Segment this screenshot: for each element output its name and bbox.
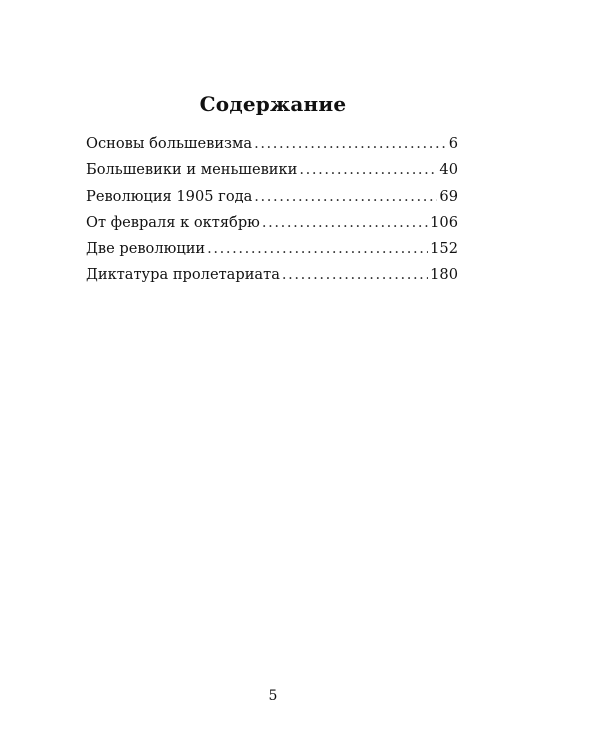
toc-entry-page: 6 — [448, 135, 458, 152]
toc-entry-page: 69 — [439, 187, 458, 205]
dot-leader — [282, 265, 428, 285]
toc-entry-title: От февраля к октябрю — [86, 213, 260, 231]
dot-leader — [254, 134, 447, 154]
toc-entry — [86, 213, 458, 239]
toc-entry — [86, 187, 458, 213]
toc-entry — [86, 160, 458, 186]
toc-entry-title: Диктатура пролетариата — [86, 266, 280, 284]
toc-entry-title: Основы большевизма — [86, 135, 253, 152]
page-number: 5 — [268, 688, 278, 704]
toc-entry-page: 40 — [439, 161, 458, 179]
table-of-contents — [86, 134, 458, 292]
toc-entry-title: Революция 1905 года — [86, 187, 253, 205]
toc-entry — [86, 134, 458, 160]
toc-entry-title: Две революции — [86, 240, 206, 258]
toc-entry-page: 106 — [430, 213, 458, 231]
toc-entry — [86, 239, 458, 265]
dot-leader — [299, 160, 437, 180]
toc-entry-page: 152 — [430, 240, 458, 258]
dot-leader — [207, 239, 428, 259]
dot-leader — [254, 187, 437, 207]
toc-entry — [86, 265, 458, 291]
toc-entry-title: Большевики и меньшевики — [86, 161, 298, 179]
dot-leader — [262, 213, 428, 233]
toc-heading: Содержание — [199, 92, 347, 116]
toc-entry-page: 180 — [430, 266, 458, 284]
